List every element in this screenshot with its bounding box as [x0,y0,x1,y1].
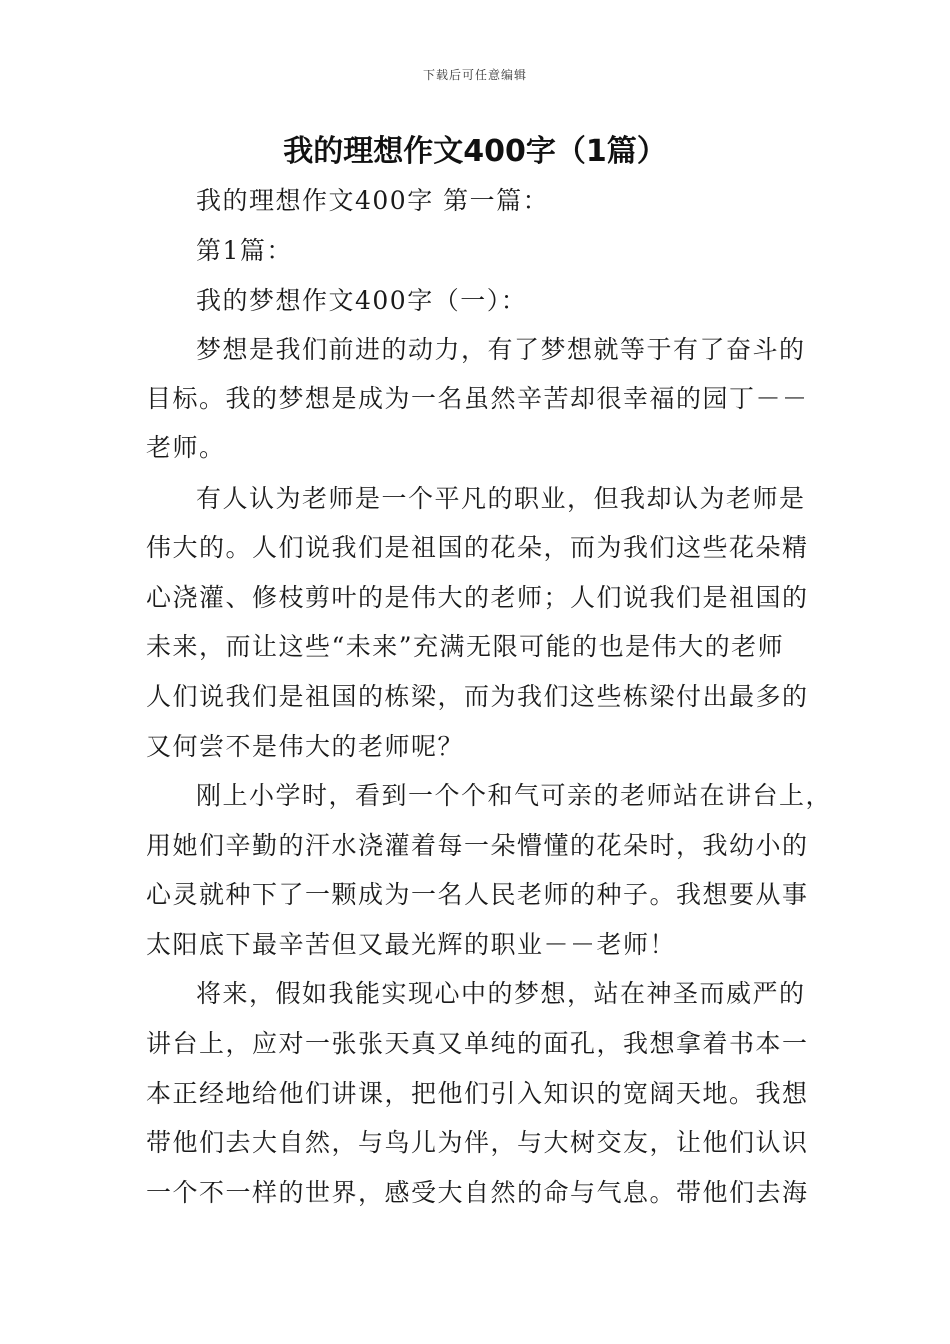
paragraph-line: 人们说我们是祖国的栋梁，而为我们这些栋梁付出最多的 [146,682,809,711]
paragraph-line: 又何尝不是伟大的老师呢？ [146,732,465,761]
paragraph-line: 老师。 [146,433,226,462]
header-note: 下载后可任意编辑 [422,68,527,82]
paragraph-line: 一个不一样的世界，感受大自然的命与气息。带他们去海 [146,1178,809,1207]
paragraph-line: 本正经地给他们讲课，把他们引入知识的宽阔天地。我想 [146,1079,809,1108]
essay-heading: 我的梦想作文400字（一）： [196,286,528,315]
page-title: 我的理想作文400字（1篇） [283,134,667,169]
paragraph-line: 带他们去大自然，与鸟儿为伴，与大树交友，让他们认识 [146,1128,809,1157]
paragraph-line: 将来，假如我能实现心中的梦想，站在神圣而威严的 [196,979,806,1008]
paragraph-line: 刚上小学时，看到一个个和气可亲的老师站在讲台上， [196,781,833,810]
paragraph-line: 讲台上，应对一张张天真又单纯的面孔，我想拿着书本一 [146,1029,809,1058]
paragraph-line: 用她们辛勤的汗水浇灌着每一朵懵懂的花朵时，我幼小的 [146,831,809,860]
paragraph-line: 梦想是我们前进的动力，有了梦想就等于有了奋斗的 [196,335,806,364]
section-label: 第1篇： [196,236,293,265]
paragraph-line: 伟大的。人们说我们是祖国的花朵，而为我们这些花朵精 [146,533,809,562]
paragraph-line: 心浇灌、修枝剪叶的是伟大的老师；人们说我们是祖国的 [146,583,809,612]
subtitle-line: 我的理想作文400字 第一篇： [196,186,550,215]
paragraph-line: 有人认为老师是一个平凡的职业，但我却认为老师是 [196,484,806,513]
paragraph-line: 太阳底下最辛苦但又最光辉的职业－－老师！ [146,930,677,959]
paragraph-line: 目标。我的梦想是成为一名虽然辛苦却很幸福的园丁－－ [146,384,809,413]
paragraph-line: 未来，而让这些“未来”充满无限可能的也是伟大的老师 [146,632,785,661]
paragraph-line: 心灵就种下了一颗成为一名人民老师的种子。我想要从事 [146,880,809,909]
